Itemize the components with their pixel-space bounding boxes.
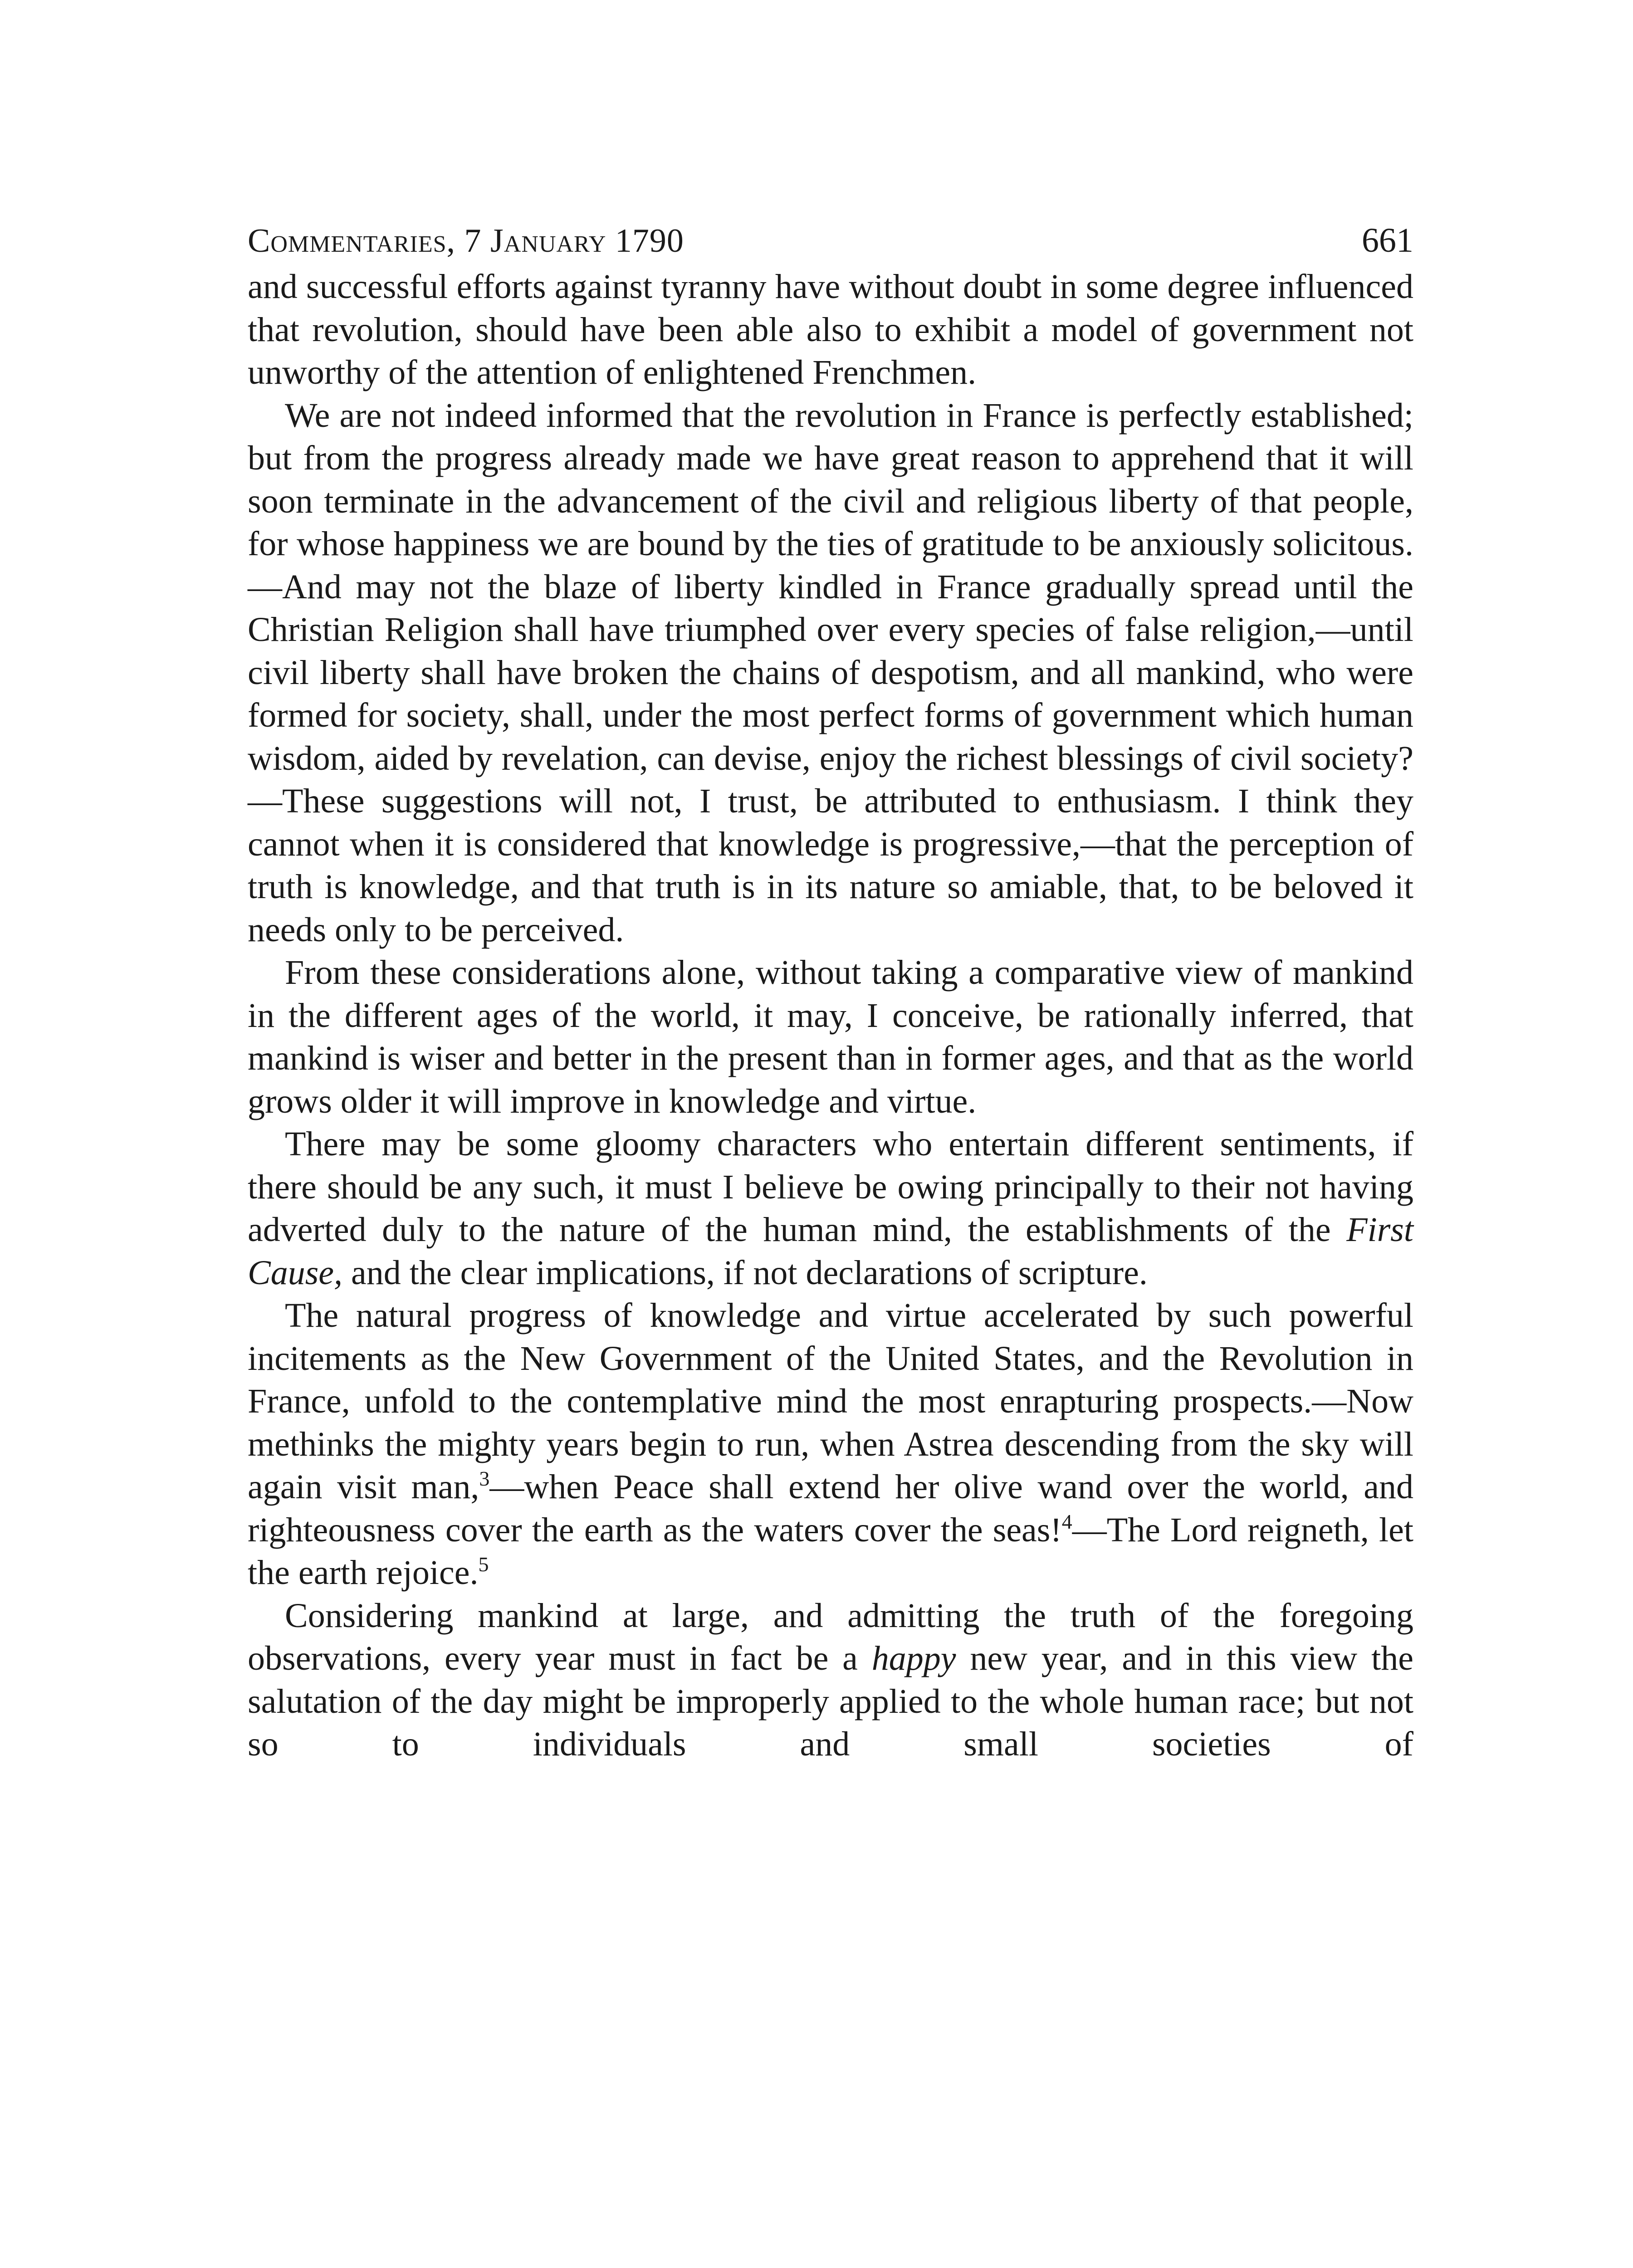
paragraph-text: new year, and in this view the salutation of the day might be improperly applied to the whole human race; but not so to individuals and small societies of	[248, 1639, 1413, 1763]
page-number: 661	[1362, 221, 1413, 259]
paragraph-text: The natural progress of knowledge and virtue accelerated by such powerful incitements as the New Government of the United States, and the Revolution in France, unfold to the contemplative mind the most enrapturing prospects.—Now methinks the mighty years begin to run, when Astrea descending from the sky will again visit man,	[248, 1296, 1413, 1506]
paragraph-text: From these considerations alone, without taking a comparative view of mankind in the different ages of the world, it may, I conceive, be rationally inferred, that mankind is wiser and better in the present than in former ages, and that as the world grows older it will improve in knowledge and virtue.	[248, 953, 1413, 1120]
paragraph-text: and successful efforts against tyranny have without doubt in some degree influenced that revolution, should have been able also to exhibit a model of government not unworthy of the attention of enlightened Frenchmen.	[248, 268, 1413, 391]
running-head	[248, 218, 1413, 264]
paragraph-continuation	[248, 265, 1413, 394]
paragraph-considerations	[248, 951, 1413, 1123]
footnote-marker: 4	[1061, 1510, 1072, 1533]
italic-phrase: First Cause,	[248, 1211, 1413, 1292]
italic-phrase: happy	[871, 1639, 956, 1677]
document-page	[248, 218, 1413, 1766]
paragraph-gloomy-characters	[248, 1123, 1413, 1294]
paragraph-text: Considering mankind at large, and admitting the truth of the foregoing observations, every year must in fact be a	[248, 1596, 1413, 1677]
paragraph-text: There may be some gloomy characters who entertain different sentiments, if there should be any such, it must I believe be owing principally to their not having adverted duly to the nature of the human mind, the establishments of the	[248, 1125, 1413, 1249]
paragraph-mankind-at-large	[248, 1594, 1413, 1766]
paragraph-natural-progress	[248, 1294, 1413, 1594]
paragraph-revolution-france	[248, 394, 1413, 952]
paragraph-text: We are not indeed informed that the revolution in France is perfectly established; but from the progress already made we have great reason to apprehend that it will soon terminate in the advancement of the civil and religious liberty of that people, for whose happiness we are bound by the ties of gratitude to be anxiously solicitous.—And may not the blaze of liberty kindled in France gradually spread until the Christian Religion shall have triumphed over every species of false religion,—until civil liberty shall have broken the chains of despotism, and all mankind, who were formed for society, shall, under the most perfect forms of government which human wisdom, aided by revelation, can devise, enjoy the richest blessings of civil society?—These suggestions will not, I trust, be attributed to enthusiasm. I think they cannot when it is considered that knowledge is progressive,—that the perception of truth is knowledge, and that truth is in its nature so amiable, that, to be beloved it needs only to be perceived.	[248, 396, 1413, 949]
body-text	[248, 265, 1413, 1766]
paragraph-text: —when Peace shall extend her olive wand over the world, and righteousness cover the earth as the waters cover the seas!	[248, 1468, 1414, 1549]
paragraph-text: —The Lord reigneth, let the earth rejoice.	[248, 1510, 1414, 1592]
footnote-marker: 3	[479, 1467, 490, 1490]
footnote-marker: 5	[478, 1553, 489, 1576]
running-head-title: Commentaries, 7 January 1790	[248, 222, 684, 259]
paragraph-text: and the clear implications, if not declarations of scripture.	[342, 1253, 1148, 1292]
